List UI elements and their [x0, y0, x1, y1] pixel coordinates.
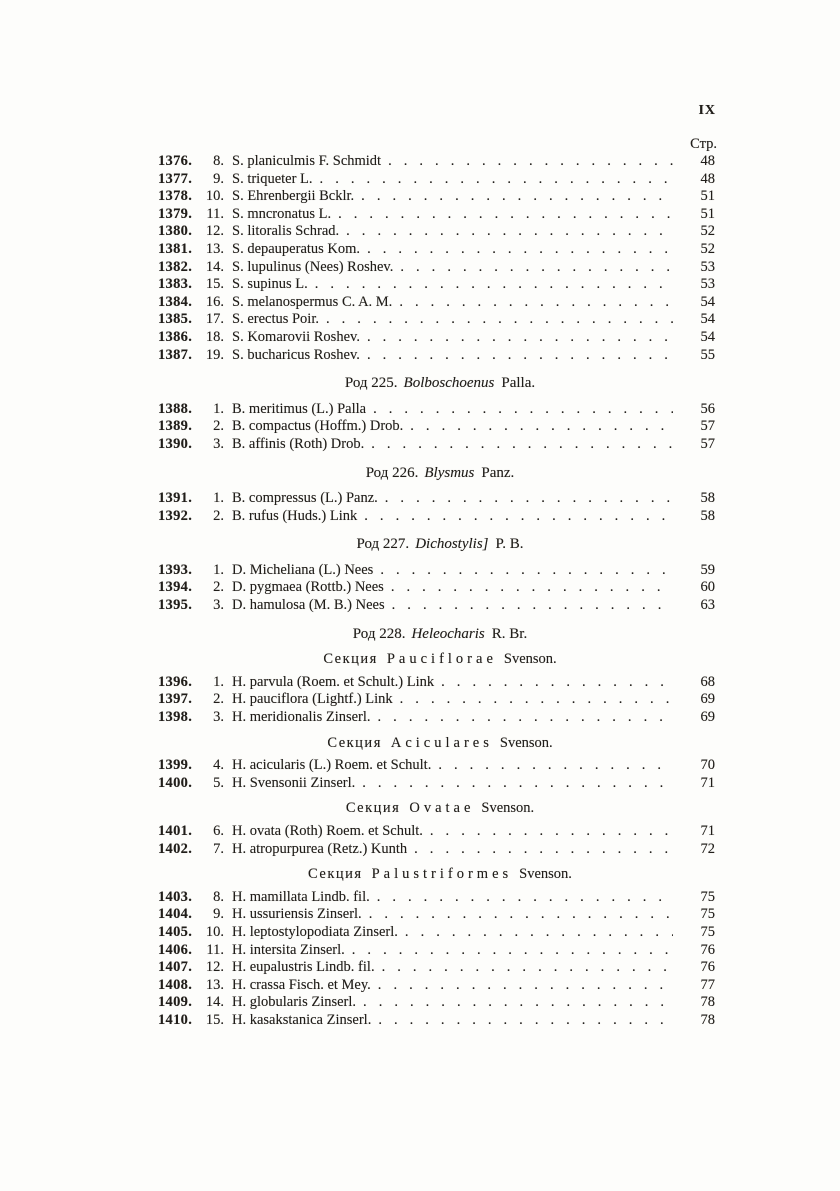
entry-number: 1382.	[158, 258, 193, 275]
species-name: H. pauciflora (Lightf.) Link	[232, 691, 393, 708]
page-ref: 52	[700, 240, 715, 257]
species-number: 10.	[205, 188, 224, 205]
table-row	[158, 579, 722, 597]
dot-leader	[369, 906, 673, 924]
dot-leader	[378, 1012, 673, 1030]
table-row	[158, 329, 722, 347]
genus-author: Panz.	[481, 464, 515, 481]
entry-number: 1405.	[158, 923, 193, 940]
page-ref: 75	[700, 906, 715, 923]
genus-name: Blysmus	[424, 464, 475, 481]
page-ref: 52	[700, 223, 715, 240]
dot-leader	[430, 823, 673, 841]
section-author: Svenson.	[503, 651, 557, 668]
species-name: S. lupulinus (Nees) Roshev.	[232, 258, 394, 275]
page-ref: 54	[700, 328, 715, 345]
species-number: 2.	[213, 418, 224, 435]
table-row	[158, 597, 722, 615]
genus-heading	[158, 465, 722, 483]
table-row	[158, 276, 722, 294]
table-row	[158, 562, 722, 580]
species-number: 3.	[213, 597, 224, 614]
dot-leader	[346, 223, 673, 241]
dot-leader	[315, 276, 673, 294]
species-number: 3.	[213, 435, 224, 452]
species-name: H. ussuriensis Zinserl.	[232, 906, 362, 923]
species-name: B. affinis (Roth) Drob.	[232, 435, 365, 452]
table-row	[158, 259, 722, 277]
genus-heading	[158, 626, 722, 644]
dot-leader	[361, 188, 673, 206]
species-number: 18.	[205, 328, 224, 345]
species-number: 12.	[205, 223, 224, 240]
species-number: 19.	[205, 346, 224, 363]
genus-author: R. Br.	[491, 625, 528, 642]
dot-leader	[373, 401, 673, 419]
genus-author: P. B.	[495, 536, 524, 553]
dot-leader	[371, 436, 673, 454]
species-number: 14.	[205, 258, 224, 275]
page-ref: 57	[700, 418, 715, 435]
species-number: 9.	[213, 906, 224, 923]
genus-prefix: Род 226.	[365, 464, 419, 481]
dot-leader	[380, 562, 673, 580]
entry-number: 1410.	[158, 1011, 193, 1028]
page-ref: 53	[700, 258, 715, 275]
species-number: 2.	[213, 507, 224, 524]
species-number: 15.	[205, 276, 224, 293]
entry-number: 1404.	[158, 906, 193, 923]
entry-number: 1379.	[158, 205, 193, 222]
table-row	[158, 757, 722, 775]
species-name: S. erectus Poir.	[232, 311, 319, 328]
entry-number: 1390.	[158, 435, 193, 452]
table-row	[158, 490, 722, 508]
page-ref: 59	[700, 561, 715, 578]
table-row	[158, 171, 722, 189]
page-ref: 75	[700, 923, 715, 940]
section-heading	[158, 866, 722, 884]
table-row	[158, 841, 722, 859]
species-number: 10.	[205, 923, 224, 940]
species-name: H. leptostylopodiata Zinserl.	[232, 923, 398, 940]
entry-number: 1406.	[158, 941, 193, 958]
genus-prefix: Род 227.	[356, 536, 410, 553]
species-number: 16.	[205, 293, 224, 310]
entry-number: 1378.	[158, 188, 193, 205]
entry-number: 1403.	[158, 888, 193, 905]
species-name: H. Svensonii Zinserl.	[232, 774, 356, 791]
page-ref: 58	[700, 507, 715, 524]
page-ref: 69	[700, 709, 715, 726]
species-name: D. hamulosa (M. B.) Nees	[232, 597, 385, 614]
entry-number: 1393.	[158, 561, 193, 578]
page-ref: 78	[700, 994, 715, 1011]
genus-name: Dichostylis]	[415, 536, 489, 553]
species-name: H. meridionalis Zinserl.	[232, 709, 371, 726]
species-name: S. melanospermus C. A. M.	[232, 293, 393, 310]
table-row	[158, 223, 722, 241]
page-ref: 71	[700, 823, 715, 839]
page-ref: 48	[700, 153, 715, 169]
dot-leader	[441, 674, 673, 692]
toc-list	[158, 153, 722, 1030]
entry-number: 1376.	[158, 153, 193, 169]
page-ref: 56	[700, 400, 715, 417]
table-row	[158, 959, 722, 977]
table-row	[158, 153, 722, 171]
entry-number: 1402.	[158, 840, 193, 857]
species-name: S. litoralis Schrad.	[232, 223, 340, 240]
species-number: 13.	[205, 240, 224, 257]
dot-leader	[405, 924, 673, 942]
entry-number: 1381.	[158, 240, 193, 257]
page-ref: 75	[700, 888, 715, 905]
entry-number: 1408.	[158, 976, 193, 993]
genus-name: Bolboschoenus	[403, 375, 495, 392]
species-name: H. mamillata Lindb. fil.	[232, 888, 370, 905]
table-row	[158, 775, 722, 793]
genus-prefix: Род 225.	[344, 375, 398, 392]
dot-leader	[320, 171, 673, 189]
entry-number: 1386.	[158, 328, 193, 345]
table-row	[158, 691, 722, 709]
entry-number: 1389.	[158, 418, 193, 435]
page-ref: 51	[700, 188, 715, 205]
dot-leader	[367, 329, 673, 347]
page-ref: 63	[700, 597, 715, 614]
page-ref: 53	[700, 276, 715, 293]
dot-leader	[391, 579, 673, 597]
species-number: 12.	[205, 959, 224, 976]
dot-leader	[377, 889, 673, 907]
dot-leader	[400, 259, 673, 277]
species-number: 7.	[213, 840, 224, 857]
species-number: 15.	[205, 1011, 224, 1028]
species-name: S. supinus L.	[232, 276, 308, 293]
table-row	[158, 906, 722, 924]
entry-number: 1394.	[158, 579, 193, 596]
page-ref: 48	[700, 170, 715, 187]
species-name: H. ovata (Roth) Roem. et Schult.	[232, 823, 423, 839]
species-name: H. parvula (Roem. et Schult.) Link	[232, 673, 435, 690]
entry-number: 1380.	[158, 223, 193, 240]
entry-number: 1397.	[158, 691, 193, 708]
table-row	[158, 889, 722, 907]
table-row	[158, 206, 722, 224]
dot-leader	[400, 691, 673, 709]
species-name: S. bucharicus Roshev.	[232, 346, 360, 363]
genus-heading	[158, 536, 722, 554]
page-ref: 57	[700, 435, 715, 452]
entry-number: 1391.	[158, 490, 193, 507]
page-ref: 71	[700, 774, 715, 791]
page-ref: 69	[700, 691, 715, 708]
species-name: S. mncronatus L.	[232, 205, 332, 222]
section-word: Секция	[327, 734, 382, 751]
species-name: B. rufus (Huds.) Link	[232, 507, 358, 524]
dot-leader	[438, 757, 673, 775]
section-heading	[158, 651, 722, 669]
table-row	[158, 942, 722, 960]
species-number: 2.	[213, 579, 224, 596]
entry-number: 1387.	[158, 346, 193, 363]
species-number: 2.	[213, 691, 224, 708]
species-name: D. pygmaea (Rottb.) Nees	[232, 579, 384, 596]
page-ref: 54	[700, 311, 715, 328]
species-number: 5.	[213, 774, 224, 791]
entry-number: 1396.	[158, 673, 193, 690]
genus-prefix: Род 228.	[352, 625, 406, 642]
entry-number: 1409.	[158, 994, 193, 1011]
page-ref: 58	[700, 490, 715, 507]
dot-leader	[362, 775, 673, 793]
table-row	[158, 508, 722, 526]
section-author: Svenson.	[519, 866, 572, 883]
species-name: H. acicularis (L.) Roem. et Schult.	[232, 757, 432, 774]
section-author: Svenson.	[481, 800, 535, 817]
page-ref: 72	[700, 840, 715, 857]
dot-leader	[410, 418, 673, 436]
species-number: 6.	[213, 823, 224, 839]
dot-leader	[385, 490, 673, 508]
folio-page-number: IX	[698, 103, 716, 118]
dot-leader	[338, 206, 673, 224]
page-ref: 51	[700, 205, 715, 222]
entry-number: 1395.	[158, 597, 193, 614]
entry-number: 1400.	[158, 774, 193, 791]
species-number: 1.	[213, 490, 224, 507]
species-number: 1.	[213, 400, 224, 417]
species-name: H. intersita Zinserl.	[232, 941, 345, 958]
dot-leader	[363, 994, 673, 1012]
species-name: B. compressus (L.) Panz.	[232, 490, 378, 507]
species-name: S. depauperatus Kom.	[232, 240, 361, 257]
entry-number: 1388.	[158, 400, 193, 417]
species-number: 14.	[205, 994, 224, 1011]
section-word: Секция	[308, 866, 363, 883]
table-row	[158, 674, 722, 692]
page-ref: 54	[700, 293, 715, 310]
table-row	[158, 241, 722, 259]
section-name: Ovatae	[409, 800, 475, 817]
table-row	[158, 436, 722, 454]
table-row	[158, 994, 722, 1012]
species-name: S. planiculmis F. Schmidt	[232, 153, 382, 169]
entry-number: 1385.	[158, 311, 193, 328]
species-number: 11.	[206, 205, 224, 222]
genus-heading	[158, 375, 722, 393]
page-column-label: Стр.	[690, 136, 717, 152]
species-number: 8.	[213, 153, 224, 169]
section-name: Palustriformes	[371, 866, 513, 883]
species-name: H. globularis Zinserl.	[232, 994, 357, 1011]
dot-leader	[378, 977, 673, 995]
section-name: Pauciflorae	[386, 651, 497, 668]
section-name: Aciculares	[390, 734, 493, 751]
dot-leader	[367, 241, 673, 259]
species-name: D. Micheliana (L.) Nees	[232, 561, 374, 578]
species-name: S. Komarovii Roshev.	[232, 328, 360, 345]
table-row	[158, 418, 722, 436]
genus-name: Heleocharis	[411, 625, 485, 642]
table-row	[158, 924, 722, 942]
table-row	[158, 188, 722, 206]
page-ref: 76	[700, 959, 715, 976]
species-name: H. crassa Fisch. et Mey.	[232, 976, 371, 993]
entry-number: 1383.	[158, 276, 193, 293]
page-ref: 76	[700, 941, 715, 958]
page-ref: 68	[700, 673, 715, 690]
species-number: 8.	[213, 888, 224, 905]
table-row	[158, 977, 722, 995]
species-name: H. atropurpurea (Retz.) Kunth	[232, 840, 408, 857]
table-row	[158, 294, 722, 312]
dot-leader	[399, 294, 673, 312]
species-name: S. Ehrenbergii Bcklr.	[232, 188, 355, 205]
dot-leader	[326, 311, 673, 329]
species-number: 11.	[206, 941, 224, 958]
entry-number: 1401.	[158, 823, 193, 839]
species-name: H. kasakstanica Zinserl.	[232, 1011, 372, 1028]
section-heading	[158, 800, 722, 818]
section-heading	[158, 735, 722, 753]
entry-number: 1399.	[158, 757, 193, 774]
entry-number: 1407.	[158, 959, 193, 976]
entry-number: 1398.	[158, 709, 193, 726]
genus-author: Palla.	[501, 375, 536, 392]
table-row	[158, 311, 722, 329]
dot-leader	[352, 942, 673, 960]
dot-leader	[392, 597, 673, 615]
dot-leader	[414, 841, 673, 859]
page-ref: 70	[700, 757, 715, 774]
dot-leader	[378, 709, 673, 727]
species-name: S. triqueter L.	[232, 170, 313, 187]
species-number: 1.	[213, 673, 224, 690]
table-row	[158, 401, 722, 419]
species-name: B. meritimus (L.) Palla	[232, 400, 367, 417]
page-ref: 78	[700, 1011, 715, 1028]
entry-number: 1392.	[158, 507, 193, 524]
dot-leader	[367, 347, 673, 365]
species-name: B. compactus (Hoffm.) Drob.	[232, 418, 404, 435]
table-row	[158, 709, 722, 727]
species-number: 9.	[213, 170, 224, 187]
species-number: 3.	[213, 709, 224, 726]
species-number: 13.	[205, 976, 224, 993]
dot-leader	[364, 508, 673, 526]
species-number: 17.	[205, 311, 224, 328]
page-ref: 77	[700, 976, 715, 993]
page-ref: 55	[700, 346, 715, 363]
section-word: Секция	[323, 651, 378, 668]
dot-leader	[388, 153, 673, 171]
species-name: H. eupalustris Lindb. fil.	[232, 959, 375, 976]
dot-leader	[382, 959, 673, 977]
section-author: Svenson.	[499, 734, 553, 751]
species-number: 4.	[213, 757, 224, 774]
toc-content	[158, 136, 722, 1030]
species-number: 1.	[213, 561, 224, 578]
page-ref: 60	[700, 579, 715, 596]
section-word: Секция	[345, 800, 401, 817]
table-row	[158, 1012, 722, 1030]
table-row	[158, 347, 722, 365]
entry-number: 1384.	[158, 293, 193, 310]
table-row	[158, 823, 722, 841]
entry-number: 1377.	[158, 170, 193, 187]
